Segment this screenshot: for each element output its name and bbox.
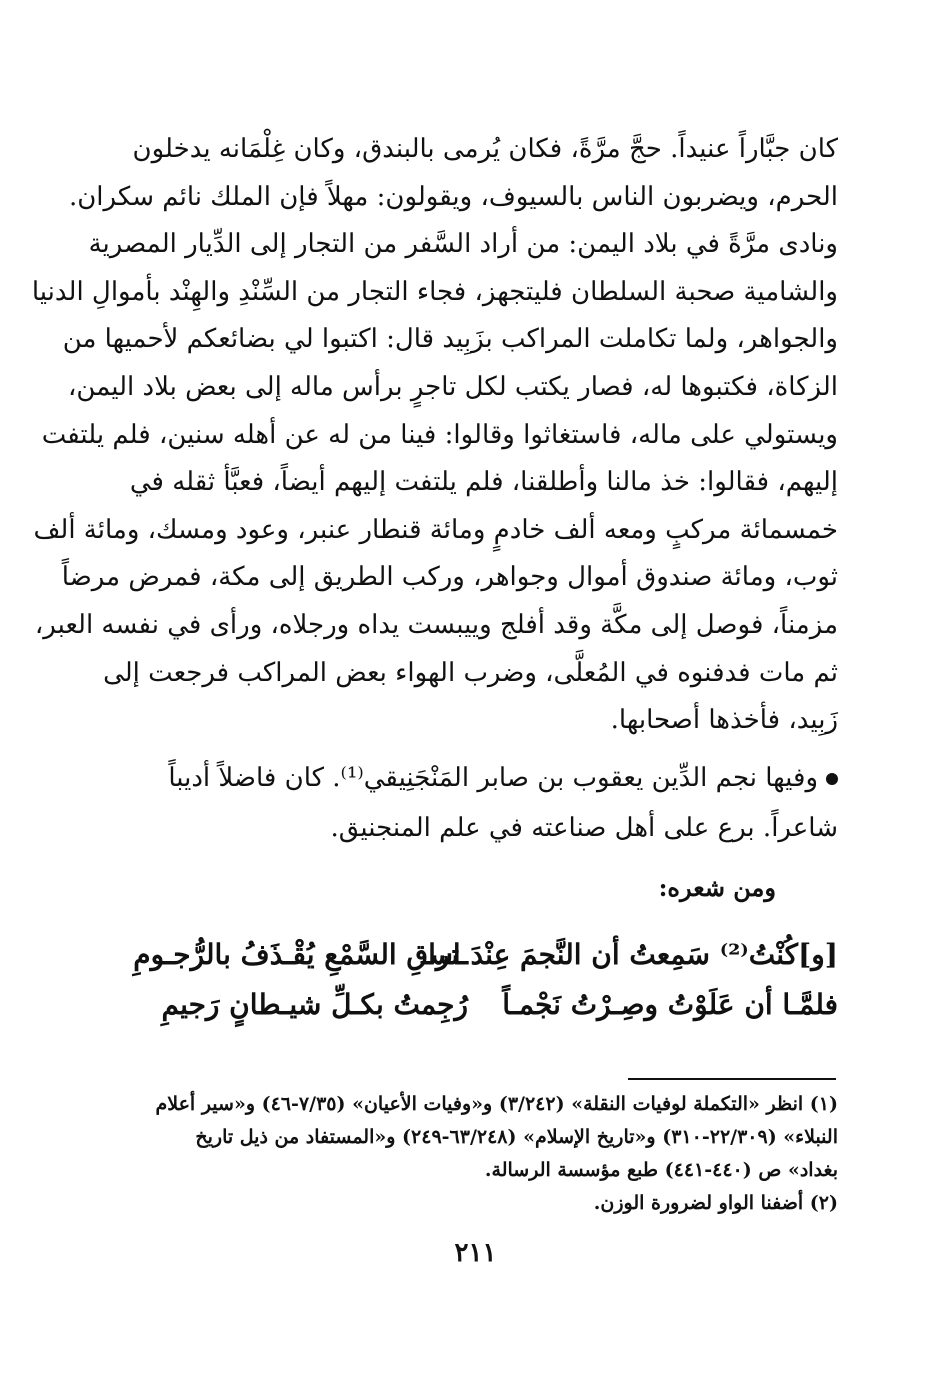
hemistich-first: فلمَّـا أن عَلَوْتُ وصِـرْتُ نَجْمـاً bbox=[502, 988, 838, 1021]
entry-line: شاعراً. برع على أهل صناعته في علم المنجنيق. bbox=[330, 813, 838, 843]
footnote-line: (٢) أضفنا الواو لضرورة الوزن. bbox=[593, 1192, 838, 1214]
hemistich-second: ـتراقِ السَّمْعِ يُقْـذَفُ بالرُّجـومِ bbox=[133, 938, 468, 971]
text-line: الحرم، ويضربون الناس بالسيوف، ويقولون: مهلاً فإن الملك نائم سكران. bbox=[68, 181, 838, 212]
text-line: زَبِيد، فأخذها أصحابها. bbox=[610, 705, 838, 736]
hemistich-second: رُجِمتُ بكـلِّ شيـطانٍ رَجيمِ bbox=[161, 988, 468, 1021]
text-line: خمسمائة مركبٍ ومعه ألف خادمٍ ومائة قنطار عنبر، وعود ومسك، ومائة ألف bbox=[33, 514, 838, 545]
text-line: إليهم، فقالوا: خذ مالنا وأطلقنا، فلم يلتفت إليهم أيضاً، فعبَّأ ثقله في bbox=[129, 467, 838, 498]
main-paragraph bbox=[31, 126, 838, 745]
text-line: ويستولي على ماله، فاستغاثوا وقالوا: فينا من له عن أهله سنين، فلم يلتفت bbox=[41, 419, 838, 450]
text-line: ثوب، ومائة صندوق أموال وجواهر، وركب الطريق إلى مكة، فمرض مرضاً bbox=[61, 562, 838, 593]
footnote-divider bbox=[628, 1078, 836, 1080]
text-line: ثم مات فدفنوه في المُعلَّى، وضرب الهواء بعض المراكب فرجعت إلى bbox=[103, 657, 838, 688]
entry-line bbox=[128, 753, 838, 803]
footnote-line: (١) انظر «التكملة لوفيات النقلة» (٣/٢٤٢) و«وفيات الأعيان» (٧/٣٥-٤٦) و«سير أعلام bbox=[155, 1093, 838, 1115]
biography-entry bbox=[128, 753, 838, 853]
text-line: ونادى مرَّةً في بلاد اليمن: من أراد السَّفر من التجار إلى الدِّيار المصرية bbox=[88, 229, 838, 260]
page-number: ٢١١ bbox=[454, 1238, 497, 1268]
verse bbox=[128, 980, 838, 1030]
poem bbox=[128, 930, 838, 1030]
hemistich-first: [و]كُنْتُ⁽²⁾ سَمِعتُ أن النَّجمَ عِنْدَ اسـ bbox=[421, 938, 838, 971]
footnote-line: بغداد» ص (٤٤٠-٤٤١) طبع مؤسسة الرسالة. bbox=[484, 1159, 838, 1181]
text-line: والجواهر، ولما تكاملت المراكب بزَبِيد قال: اكتبوا لي بضائعكم لأحميها من bbox=[62, 324, 838, 355]
text-line: الزكاة، فكتبوها له، فصار يكتب لكل تاجرٍ برأس ماله إلى بعض بلاد اليمن، bbox=[68, 371, 838, 402]
verse bbox=[128, 930, 838, 980]
bullet-icon bbox=[826, 773, 838, 785]
text-line: مزمناً، فوصل إلى مكَّة وقد أفلج وييبست يداه ورجلاه، ورأى في نفسه العبر، bbox=[34, 609, 838, 640]
text-line: والشامية صحبة السلطان فليتجهز، فجاء التجار من السِّنْدِ والهِنْد بأموالِ الدنيا bbox=[31, 276, 838, 307]
footnote-line: النبلاء» (٢٢/٣٠٩-٣١٠) و«تاريخ الإسلام» (٦٣/٢٤٨-٢٤٩) و«المستفاد من ذيل تاريخ bbox=[195, 1126, 838, 1148]
footnotes bbox=[128, 1088, 838, 1220]
entry-text: وفيها نجم الدِّين يعقوب بن صابر المَنْجَنِيقي⁽¹⁾. كان فاضلاً أديباً bbox=[168, 763, 818, 793]
poetry-intro: ومن شعره: bbox=[658, 873, 776, 902]
text-line: كان جبَّاراً عنيداً. حجَّ مرَّةً، فكان يُرمى بالبندق، وكان غِلْمَانه يدخلون bbox=[132, 134, 838, 164]
